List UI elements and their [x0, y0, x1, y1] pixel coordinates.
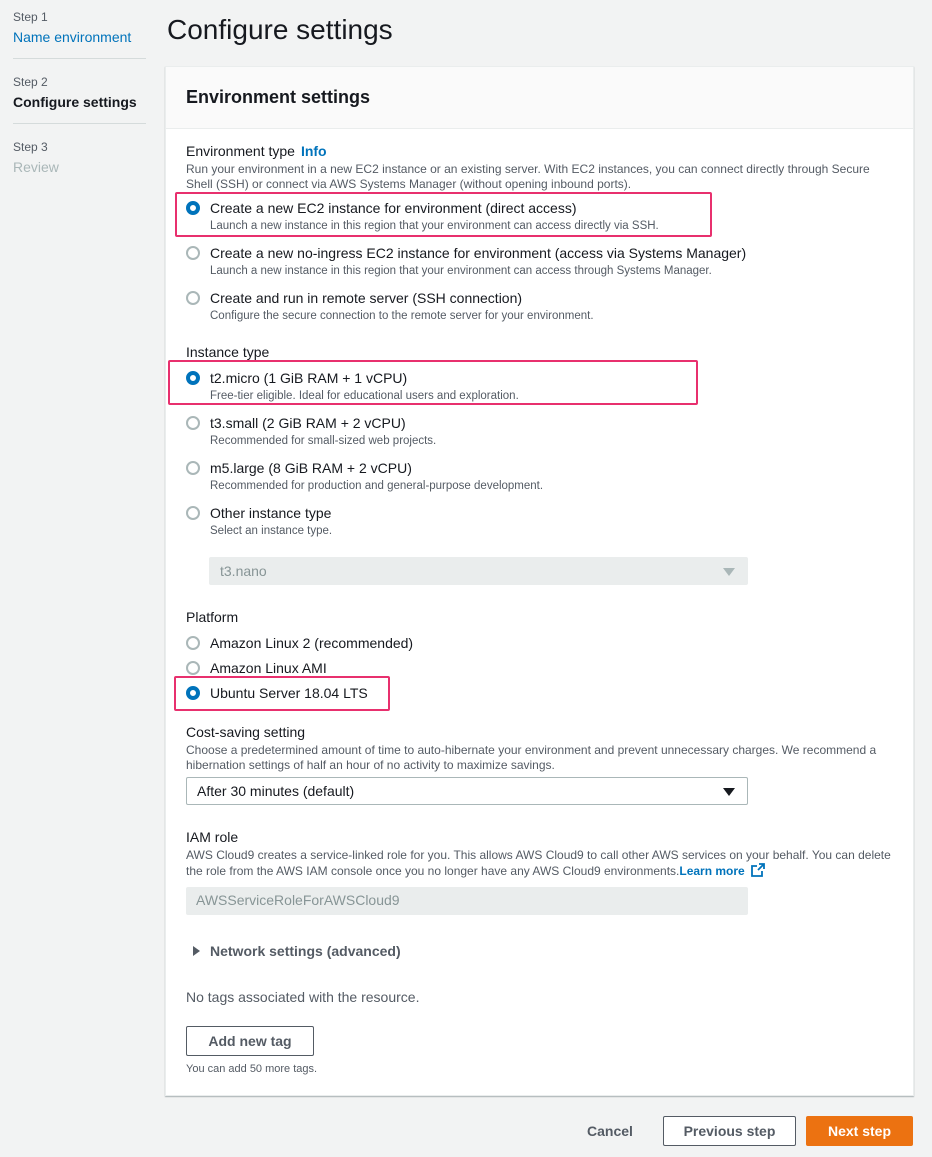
env-option-title: Create a new no-ingress EC2 instance for environment (access via Systems Manager) [210, 245, 747, 261]
iam-role-description [186, 848, 896, 879]
step-1-link[interactable]: Name environment [13, 29, 132, 45]
environment-settings-panel [165, 66, 914, 1096]
no-tags-text: No tags associated with the resource. [186, 989, 420, 1005]
radio-button[interactable] [186, 661, 200, 675]
step-1-number: Step 1 [13, 10, 48, 24]
external-link-icon[interactable] [751, 863, 765, 877]
environment-type-description: Run your environment in a new EC2 instance or an existing server. With EC2 instances, you can connect directly through Secure Shell (SSH) or connect via AWS Systems Manager (without opening inbound ports). [186, 162, 870, 191]
step-2-label: Configure settings [13, 94, 137, 110]
environment-type-info-link[interactable]: Info [300, 143, 327, 159]
radio-button[interactable] [186, 461, 200, 475]
radio-button[interactable] [186, 636, 200, 650]
other-instance-type-select [209, 557, 748, 585]
step-3 [13, 138, 146, 188]
instance-option-desc: Recommended for small-sized web projects. [210, 435, 437, 447]
cost-saving-select[interactable] [186, 777, 748, 805]
environment-type-label-text: Environment type [186, 143, 295, 159]
previous-step-button[interactable]: Previous step [663, 1116, 796, 1146]
step-3-number: Step 3 [13, 140, 48, 154]
next-step-button[interactable]: Next step [806, 1116, 913, 1146]
network-settings-label: Network settings (advanced) [210, 943, 401, 959]
panel-title: Environment settings [186, 87, 371, 107]
chevron-down-icon [723, 788, 735, 796]
other-instance-type-value: t3.nano [220, 563, 267, 579]
env-option-desc: Configure the secure connection to the remote server for your environment. [210, 310, 594, 322]
instance-option-desc: Recommended for production and general-purpose development. [210, 480, 544, 492]
instance-option-desc: Free-tier eligible. Ideal for educational users and exploration. [210, 390, 519, 402]
platform-option-title: Amazon Linux AMI [210, 660, 327, 676]
step-1 [13, 8, 146, 59]
instance-option-desc: Select an instance type. [210, 525, 333, 537]
platform-option-title: Ubuntu Server 18.04 LTS [210, 685, 368, 701]
iam-role-description-text: AWS Cloud9 creates a service-linked role for you. This allows AWS Cloud9 to call other AWS services on your behalf. You can delete the role from the AWS IAM console once you no longer have any AWS Cloud9 environments. [186, 848, 891, 878]
radio-button[interactable] [186, 291, 200, 305]
caret-right-icon [193, 946, 200, 956]
instance-type-label: Instance type [186, 344, 270, 360]
chevron-down-icon [723, 568, 735, 576]
radio-button-checked[interactable] [186, 201, 200, 215]
iam-role-field: AWSServiceRoleForAWSCloud9 [186, 887, 748, 915]
radio-button[interactable] [186, 246, 200, 260]
step-2-number: Step 2 [13, 75, 48, 89]
step-3-label: Review [13, 159, 59, 175]
platform-option-title: Amazon Linux 2 (recommended) [210, 635, 414, 651]
instance-option-title: t2.micro (1 GiB RAM + 1 vCPU) [210, 370, 408, 386]
network-settings-expander[interactable] [193, 943, 401, 959]
radio-button-checked[interactable] [186, 686, 200, 700]
radio-button[interactable] [186, 506, 200, 520]
instance-option-title: t3.small (2 GiB RAM + 2 vCPU) [210, 415, 406, 431]
env-option-desc: Launch a new instance in this region that your environment can access through Systems Manager. [210, 265, 712, 277]
environment-type-label [186, 143, 327, 159]
cost-saving-description: Choose a predetermined amount of time to auto-hibernate your environment and prevent unnecessary charges. We recommend a hibernation settings of half an hour of no activity to maximize savings. [186, 743, 877, 772]
cost-saving-label: Cost-saving setting [186, 724, 306, 740]
cancel-button[interactable]: Cancel [575, 1116, 645, 1146]
env-option-desc: Launch a new instance in this region that your environment can access directly via SSH. [210, 220, 659, 232]
instance-option-title: m5.large (8 GiB RAM + 2 vCPU) [210, 460, 412, 476]
add-new-tag-button[interactable]: Add new tag [186, 1026, 314, 1056]
tags-hint: You can add 50 more tags. [186, 1063, 318, 1075]
learn-more-link[interactable]: Learn more [679, 864, 745, 878]
wizard-steps [13, 8, 146, 202]
step-2 [13, 73, 146, 124]
panel-header [166, 67, 913, 129]
cost-saving-value: After 30 minutes (default) [197, 783, 355, 799]
env-option-title: Create and run in remote server (SSH connection) [210, 290, 523, 306]
radio-button-checked[interactable] [186, 371, 200, 385]
platform-label: Platform [186, 609, 239, 625]
radio-button[interactable] [186, 416, 200, 430]
page-title: Configure settings [167, 14, 393, 45]
env-option-title: Create a new EC2 instance for environment (direct access) [210, 200, 577, 216]
iam-role-label: IAM role [186, 829, 239, 845]
instance-option-title: Other instance type [210, 505, 332, 521]
